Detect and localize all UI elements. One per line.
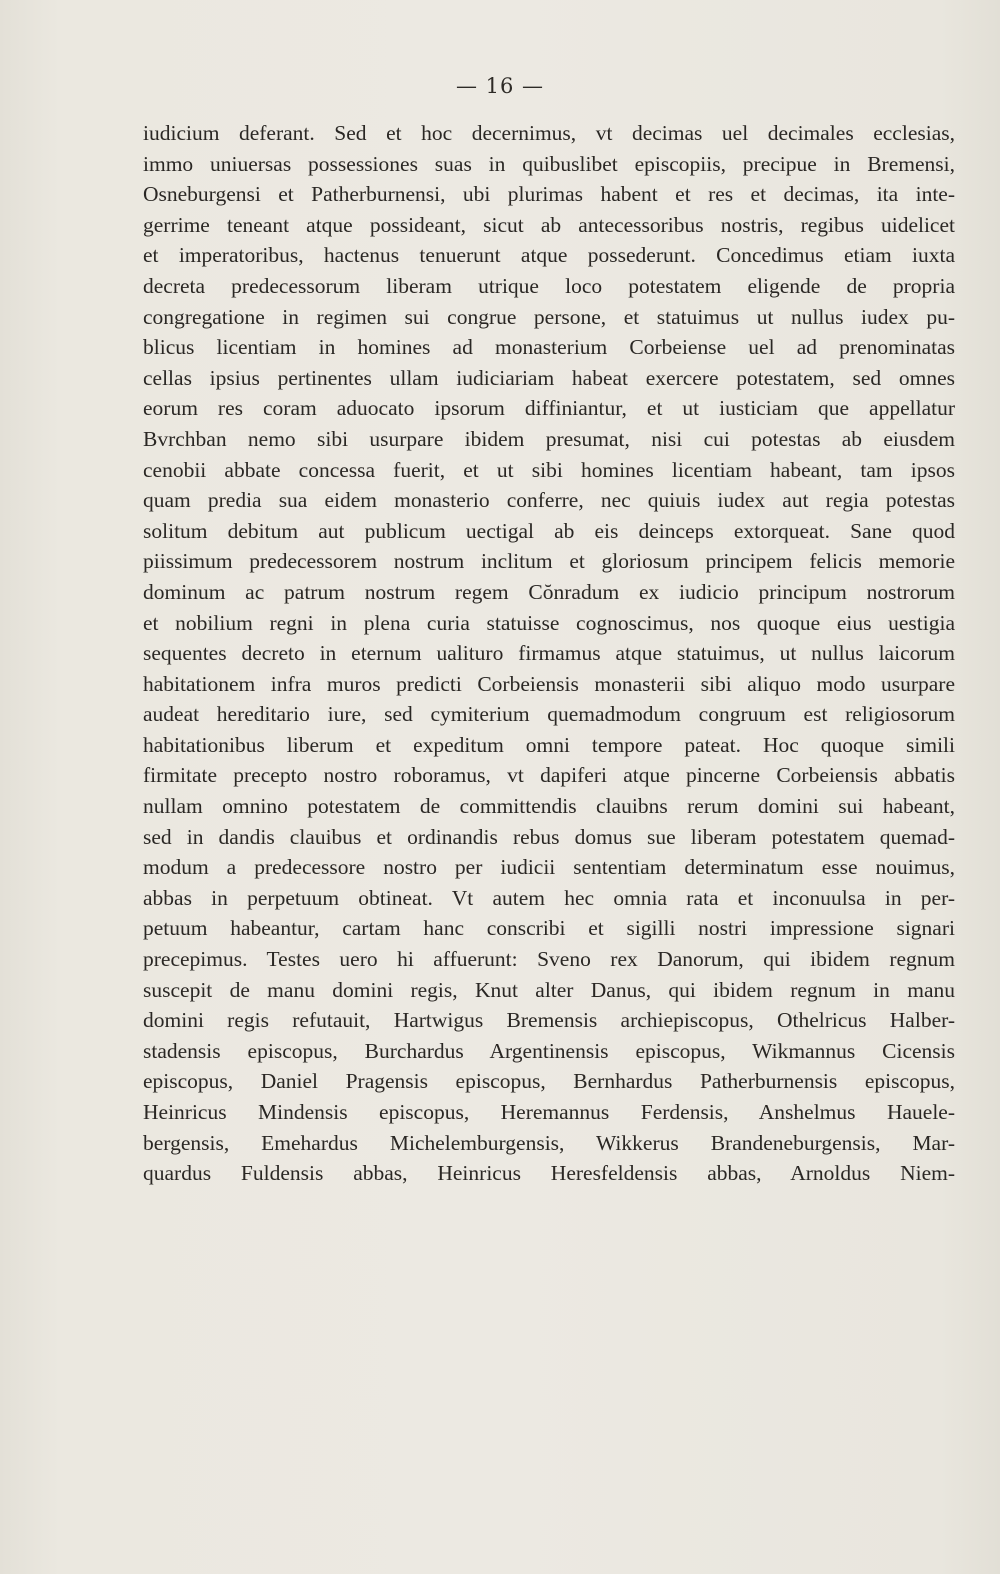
text-line: episcopus, Daniel Pragensis episcopus, Bernhardus Patherburnensis episcopus, xyxy=(143,1069,955,1094)
text-line: suscepit de manu domini regis, Knut alter Danus, qui ibidem regnum in manu xyxy=(143,977,955,1002)
text-line: stadensis episcopus, Burchardus Argentinensis episcopus, Wikmannus Cicensis xyxy=(143,1038,955,1063)
text-line: iudicium deferant. Sed et hoc decernimus, vt decimas uel decimales ecclesias, xyxy=(143,121,955,145)
text-line: gerrime teneant atque possideant, sicut ab antecessoribus nostris, regibus uidelicet xyxy=(143,212,955,237)
text-line: sequentes decreto in eternum ualituro firmamus atque statuimus, ut nullus laicorum xyxy=(143,641,955,666)
page-number: — 16 — xyxy=(455,74,545,98)
text-line: cenobii abbate concessa fuerit, et ut sibi homines licentiam habeant, tam ipsos xyxy=(143,457,955,482)
text-line: habitationem infra muros predicti Corbeiensis monasterii sibi aliquo modo usurpare xyxy=(143,671,955,696)
text-line: modum a predecessore nostro per iudicii sententiam determinatum esse nouimus, xyxy=(143,855,955,880)
text-line: Bvrchban nemo sibi usurpare ibidem presumat, nisi cui potestas ab eiusdem xyxy=(143,426,955,451)
text-line: sed in dandis clauibus et ordinandis rebus domus sue liberam potestatem quemad- xyxy=(143,824,955,849)
text-line: quardus Fuldensis abbas, Heinricus Heresfeldensis abbas, Arnoldus Niem- xyxy=(143,1161,955,1186)
text-line: petuum habeantur, cartam hanc conscribi et sigilli nostri impressione signari xyxy=(143,916,955,941)
text-line: et imperatoribus, hactenus tenuerunt atque possederunt. Concedimus etiam iuxta xyxy=(143,243,955,268)
text-line: immo uniuersas possessiones suas in quibuslibet episcopiis, precipue in Bremensi, xyxy=(143,151,955,176)
text-line: quam predia sua eidem monasterio conferre, nec quiuis iudex aut regia potestas xyxy=(143,488,955,513)
text-line: firmitate precepto nostro roboramus, vt dapiferi atque pincerne Corbeiensis abbatis xyxy=(143,763,955,788)
text-line: solitum debitum aut publicum uectigal ab eis deinceps extorqueat. Sane quod xyxy=(143,518,955,543)
text-line: dominum ac patrum nostrum regem Cŏnradum ex iudicio principum nostrorum xyxy=(143,579,955,604)
text-line: domini regis refutauit, Hartwigus Bremensis archiepiscopus, Othelricus Halber- xyxy=(143,1008,955,1033)
text-line: cellas ipsius pertinentes ullam iudiciariam habeat exercere potestatem, sed omnes xyxy=(143,365,955,390)
text-line: Osneburgensi et Patherburnensi, ubi plurimas habent et res et decimas, ita inte- xyxy=(143,182,955,207)
text-line: habitationibus liberum et expeditum omni tempore pateat. Hoc quoque simili xyxy=(143,732,955,757)
text-line: precepimus. Testes uero hi affuerunt: Sveno rex Danorum, qui ibidem regnum xyxy=(143,947,955,972)
text-line: piissimum predecessorem nostrum inclitum et gloriosum principem felicis memorie xyxy=(143,549,955,574)
text-line: eorum res coram aduocato ipsorum diffiniantur, et ut iusticiam que appellatur xyxy=(143,396,955,421)
text-line: decreta predecessorum liberam utrique loco potestatem eligende de propria xyxy=(143,273,955,298)
text-line: congregatione in regimen sui congrue persone, et statuimus ut nullus iudex pu- xyxy=(143,304,955,329)
text-line: bergensis, Emehardus Michelemburgensis, Wikkerus Brandeneburgensis, Mar- xyxy=(143,1130,955,1155)
text-line: nullam omnino potestatem de committendis clauibns rerum domini sui habeant, xyxy=(143,794,955,819)
text-line: et nobilium regni in plena curia statuisse cognoscimus, nos quoque eius uestigia xyxy=(143,610,955,635)
body-text xyxy=(143,118,955,1189)
text-line: abbas in perpetuum obtineat. Vt autem hec omnia rata et inconuulsa in per- xyxy=(143,885,955,910)
text-line: audeat hereditario iure, sed cymiterium quemadmodum congruum est religiosorum xyxy=(143,702,955,727)
text-line: Heinricus Mindensis episcopus, Heremannus Ferdensis, Anshelmus Hauele- xyxy=(143,1100,955,1124)
text-line: blicus licentiam in homines ad monasterium Corbeiense uel ad prenominatas xyxy=(143,335,955,360)
